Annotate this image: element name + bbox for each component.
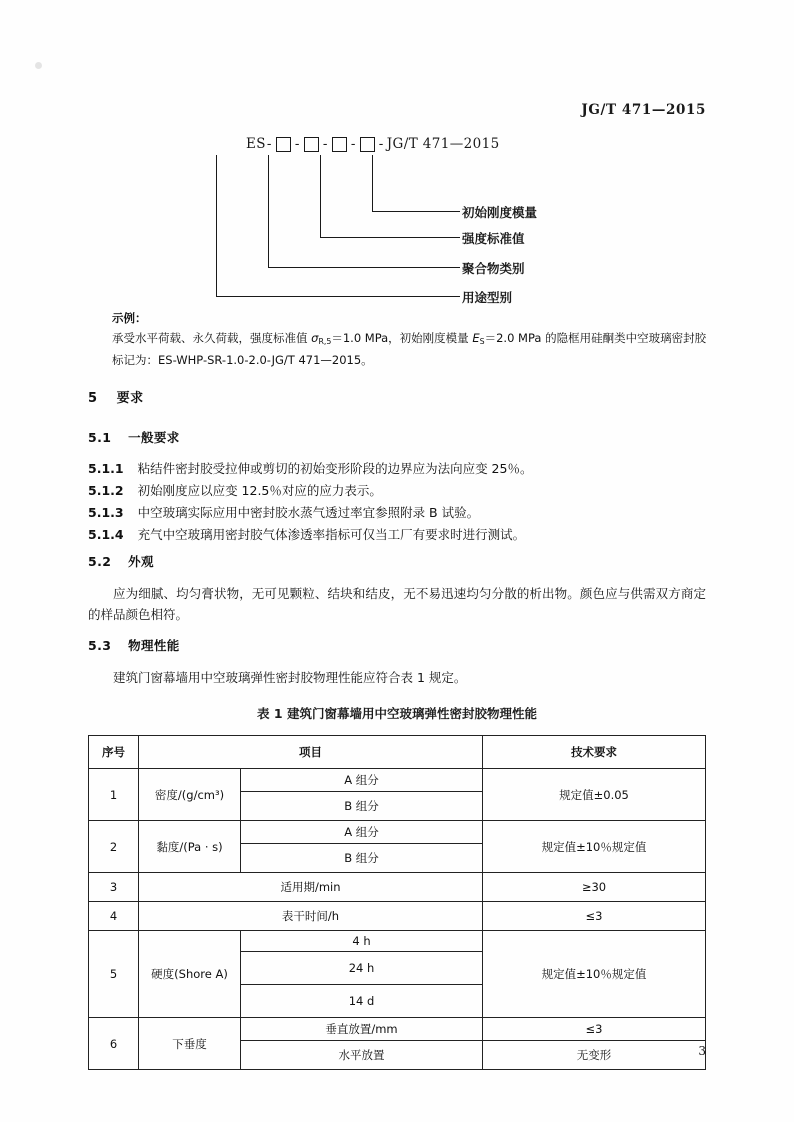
clause-5-1-3 <box>88 502 479 523</box>
leader-horizontal-2 <box>268 267 460 268</box>
cell-subitem-sag-horizontal: 水平放置 <box>241 1041 483 1070</box>
cell-item-pot-life: 适用期/min <box>139 873 483 902</box>
diagram-label-polymer-category: 聚合物类别 <box>462 261 525 276</box>
cell-item-hardness: 硬度(Shore A) <box>139 931 241 1018</box>
page-header-standard-number: JG/T 471—2015 <box>581 102 706 118</box>
table-1-caption: 表 1 建筑门窗幕墙用中空玻璃弹性密封胶物理性能 <box>257 706 537 721</box>
clause-5-1-4 <box>88 524 525 545</box>
table-header-row <box>89 736 706 769</box>
leader-vertical-2 <box>268 155 269 267</box>
cell-req-pot-life: ≥30 <box>483 873 706 902</box>
cell-item-sag: 下垂度 <box>139 1018 241 1070</box>
code-suffix: JG/T 471—2015 <box>386 136 500 152</box>
code-dash-2: - <box>294 136 300 152</box>
section-heading-5 <box>88 389 144 409</box>
leader-vertical-4 <box>372 155 373 211</box>
section-heading-5-1 <box>88 428 180 448</box>
leader-vertical-1 <box>216 155 217 296</box>
section-5-title: 要求 <box>116 391 144 406</box>
e-subscript: S <box>479 336 485 346</box>
section-5-2-paragraph: 应为细腻、均匀膏状物，无可见颗粒、结块和结皮，无不易迅速均匀分散的析出物。颜色应与供需双方商定的样品颜色相符。 <box>88 586 706 622</box>
diagram-label-initial-stiffness-modulus: 初始刚度模量 <box>462 205 538 220</box>
example-text-mid: ＝1.0 MPa，初始刚度模量 <box>331 331 473 345</box>
table-row <box>89 769 706 792</box>
th-serial-number: 序号 <box>89 736 139 769</box>
section-5-3-paragraph: 建筑门窗幕墙用中空玻璃弹性密封胶物理性能应符合表 1 规定。 <box>113 670 467 685</box>
section-5-1-title: 一般要求 <box>128 430 180 445</box>
cell-req-sag-vertical: ≤3 <box>483 1018 706 1041</box>
cell-no-5: 5 <box>89 931 139 1018</box>
diagram-label-usage-type: 用途型别 <box>462 290 513 305</box>
section-5-number: 5 <box>88 391 98 406</box>
cell-req-density: 规定值±0.05 <box>483 769 706 821</box>
code-dash-1: - <box>266 136 272 152</box>
cell-subitem-sag-vertical: 垂直放置/mm <box>241 1018 483 1041</box>
leader-horizontal-4 <box>372 211 460 212</box>
sigma-subscript: R,5 <box>318 336 332 346</box>
section-5-2-number: 5.2 <box>88 554 112 569</box>
table-row <box>89 821 706 844</box>
diagram-label-strength-standard-value: 强度标准值 <box>462 231 525 246</box>
code-dash-4: - <box>350 136 356 152</box>
cell-item-density: 密度/(g/cm³) <box>139 769 241 821</box>
cell-subitem-density-a: A 组分 <box>241 769 483 792</box>
cell-subitem-hardness-24h: 24 h <box>241 952 483 985</box>
th-item: 项目 <box>139 736 483 769</box>
cell-no-4: 4 <box>89 902 139 931</box>
section-5-2-title: 外观 <box>128 554 154 569</box>
clause-5-1-1 <box>88 458 532 479</box>
e-symbol: E <box>472 331 480 345</box>
clause-5-1-2-text: 初始刚度应以应变 12.5％对应的应力表示。 <box>137 483 382 498</box>
cell-req-sag-horizontal: 无变形 <box>483 1041 706 1070</box>
code-box-3 <box>332 137 347 152</box>
cell-item-viscosity: 黏度/(Pa · s) <box>139 821 241 873</box>
cell-req-hardness: 规定值±10％规定值 <box>483 931 706 1018</box>
leader-vertical-3 <box>320 155 321 237</box>
code-box-2 <box>304 137 319 152</box>
table-row <box>89 902 706 931</box>
scan-artifact-mark <box>35 62 42 69</box>
example-text-pre: 承受水平荷载、永久荷载，强度标准值 <box>112 331 312 345</box>
example-heading: 示例： <box>112 311 147 325</box>
cell-subitem-density-b: B 组分 <box>241 792 483 821</box>
cell-subitem-viscosity-b: B 组分 <box>241 844 483 873</box>
section-heading-5-2 <box>88 552 154 572</box>
cell-no-6: 6 <box>89 1018 139 1070</box>
cell-item-tack-free-time: 表干时间/h <box>139 902 483 931</box>
page-number: 3 <box>698 1044 706 1058</box>
code-box-4 <box>360 137 375 152</box>
code-prefix: ES <box>246 136 266 152</box>
cell-subitem-hardness-14d: 14 d <box>241 985 483 1018</box>
table-row <box>89 931 706 952</box>
example-paragraph <box>112 329 708 370</box>
clause-5-1-3-text: 中空玻璃实际应用中密封胶水蒸气透过率宜参照附录 B 试验。 <box>137 505 480 520</box>
clause-5-1-4-number: 5.1.4 <box>88 527 124 542</box>
section-5-3-title: 物理性能 <box>128 638 180 653</box>
sigma-symbol: σ <box>311 331 319 345</box>
cell-no-2: 2 <box>89 821 139 873</box>
code-box-1 <box>276 137 291 152</box>
clause-5-1-2 <box>88 480 382 501</box>
table-row <box>89 1018 706 1041</box>
cell-req-tack-free-time: ≤3 <box>483 902 706 931</box>
clause-5-1-3-number: 5.1.3 <box>88 505 124 520</box>
cell-no-3: 3 <box>89 873 139 902</box>
cell-subitem-viscosity-a: A 组分 <box>241 821 483 844</box>
cell-subitem-hardness-4h: 4 h <box>241 931 483 952</box>
designation-diagram <box>88 130 708 310</box>
code-dash-3: - <box>322 136 328 152</box>
clause-5-1-1-number: 5.1.1 <box>88 461 124 476</box>
section-5-1-number: 5.1 <box>88 430 112 445</box>
cell-no-1: 1 <box>89 769 139 821</box>
table-row <box>89 873 706 902</box>
example-text-post: ＝2.0 MPa 的隐框用硅酮类中空玻璃密封胶 <box>484 331 707 345</box>
example-marking-line: 标记为：ES-WHP-SR-1.0-2.0-JG/T 471—2015。 <box>112 352 373 367</box>
th-requirement: 技术要求 <box>483 736 706 769</box>
table-physical-properties <box>88 735 706 1070</box>
clause-5-1-1-text: 粘结件密封胶受拉伸或剪切的初始变形阶段的边界应为法向应变 25％。 <box>137 461 533 476</box>
section-5-3-number: 5.3 <box>88 638 112 653</box>
clause-5-1-2-number: 5.1.2 <box>88 483 124 498</box>
designation-code-line <box>246 136 500 152</box>
section-heading-5-3 <box>88 636 180 656</box>
clause-5-1-4-text: 充气中空玻璃用密封胶气体渗透率指标可仅当工厂有要求时进行测试。 <box>137 527 526 542</box>
cell-req-viscosity: 规定值±10％规定值 <box>483 821 706 873</box>
code-dash-5: - <box>378 136 384 152</box>
leader-horizontal-3 <box>320 237 460 238</box>
leader-horizontal-1 <box>216 296 460 297</box>
